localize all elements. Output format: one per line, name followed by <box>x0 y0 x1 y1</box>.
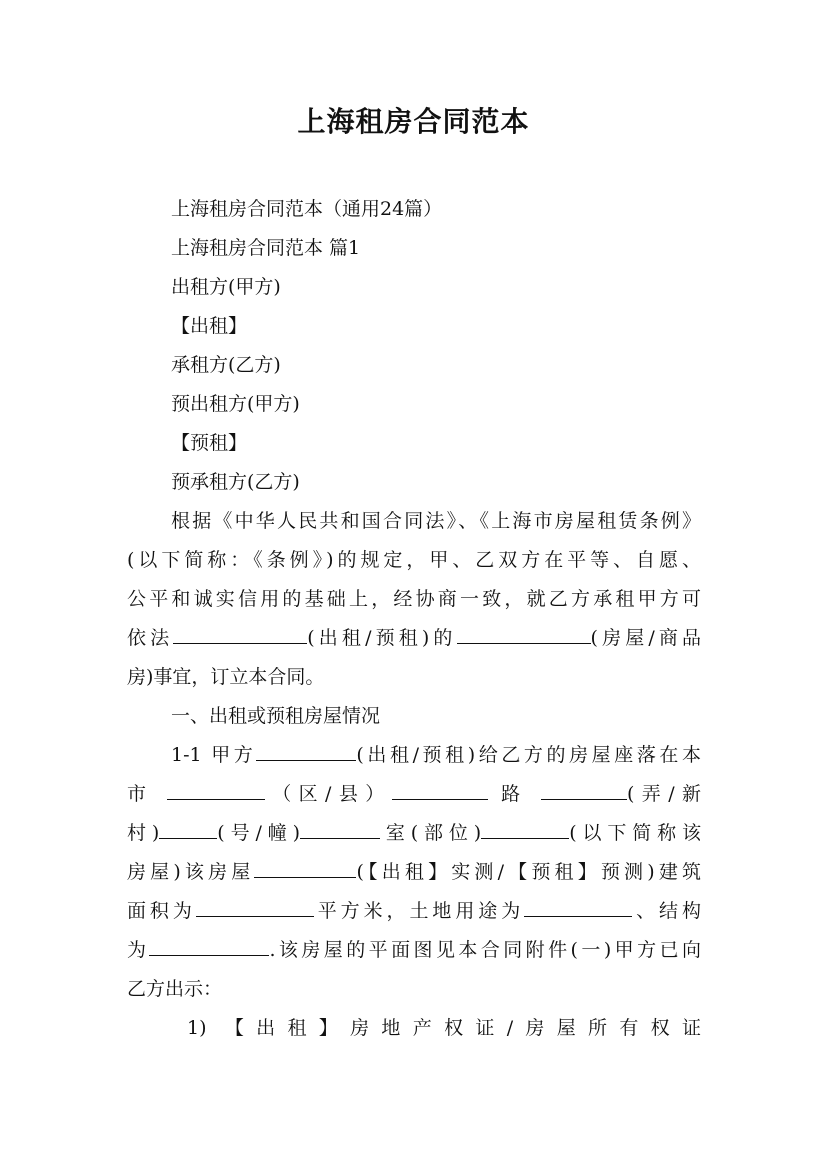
clause-text: 、结构 <box>632 900 701 922</box>
blank-field <box>149 937 269 956</box>
preamble-line <box>127 502 701 541</box>
blank-field <box>541 781 627 800</box>
clause-line <box>127 853 701 892</box>
clause-text: （区/县） <box>264 783 392 805</box>
document-title: 上海租房合同范本 <box>297 105 530 138</box>
clause-text: 乙方出示： <box>127 978 223 1000</box>
blank-field <box>524 898 632 917</box>
blank-field <box>254 859 356 878</box>
list-item <box>127 1009 701 1048</box>
blank-field <box>173 625 307 644</box>
document-body <box>127 190 701 1048</box>
clause-text: 村) <box>127 822 160 844</box>
preamble-text: (以下简称：《条例》)的规定，甲、乙双方在平等、自愿、 <box>127 549 701 571</box>
list-item-text: 1) 【出租】房地产权证/房屋所有权证 <box>187 1017 701 1039</box>
clause-text: 市 <box>127 783 154 805</box>
blank-field <box>159 820 217 839</box>
clause-text: (号/幢) <box>217 822 301 844</box>
intro-line: 承租方(乙方) <box>171 354 281 376</box>
clause-line <box>127 931 701 970</box>
clause-text: 路 <box>501 783 528 805</box>
clause-line <box>127 970 701 1009</box>
clause-text: 1-1 甲方 <box>171 744 257 766</box>
blank-field <box>256 742 356 761</box>
preamble-text: 房)事宜，订立本合同。 <box>127 666 325 688</box>
preamble-text: 根据《中华人民共和国合同法》、《上海市房屋租赁条例》 <box>171 510 701 532</box>
intro-line: 预出租方(甲方) <box>171 393 300 415</box>
intro-line: 【预租】 <box>171 432 248 454</box>
intro-line: 出租方(甲方) <box>171 276 281 298</box>
clause-text: 为 <box>127 939 150 961</box>
intro-line: 上海租房合同范本 篇1 <box>171 237 361 259</box>
blank-field <box>167 781 265 800</box>
clause-line <box>127 775 701 814</box>
intro-line: 预承租方(乙方) <box>171 471 300 493</box>
clause-text: (出租/预租)给乙方的房屋座落在本 <box>356 744 702 766</box>
blank-field <box>300 820 380 839</box>
preamble-line <box>127 580 701 619</box>
clause-text: (【出租】实测/【预租】预测)建筑 <box>356 861 701 883</box>
clause-text: 面积为 <box>127 900 196 922</box>
preamble-line <box>127 619 701 658</box>
preamble-text: 公平和诚实信用的基础上，经协商一致，就乙方承租甲方可 <box>127 588 701 610</box>
clause-text: 平方米，土地用途为 <box>313 900 525 922</box>
blank-field <box>481 820 569 839</box>
blank-field <box>457 625 591 644</box>
preamble-line <box>127 658 701 697</box>
clause-text: 房屋)该房屋 <box>127 861 255 883</box>
clause-text: 室(部位) <box>380 822 482 844</box>
clause-line <box>127 892 701 931</box>
blank-field <box>392 781 488 800</box>
intro-line: 上海租房合同范本（通用24篇） <box>171 198 443 220</box>
preamble-text: (房屋/商品 <box>590 627 701 649</box>
clause-text: (弄/新 <box>626 783 701 805</box>
intro-line: 【出租】 <box>171 315 248 337</box>
section-heading: 一、出租或预租房屋情况 <box>171 705 381 727</box>
clause-text: (以下简称该 <box>569 822 701 844</box>
clause-line <box>127 814 701 853</box>
clause-line <box>127 736 701 775</box>
preamble-text: (出租/预租)的 <box>307 627 457 649</box>
preamble-text: 依法 <box>127 627 174 649</box>
preamble-line <box>127 541 701 580</box>
blank-field <box>196 898 314 917</box>
clause-text: .该房屋的平面图见本合同附件(一)甲方已向 <box>269 939 701 961</box>
